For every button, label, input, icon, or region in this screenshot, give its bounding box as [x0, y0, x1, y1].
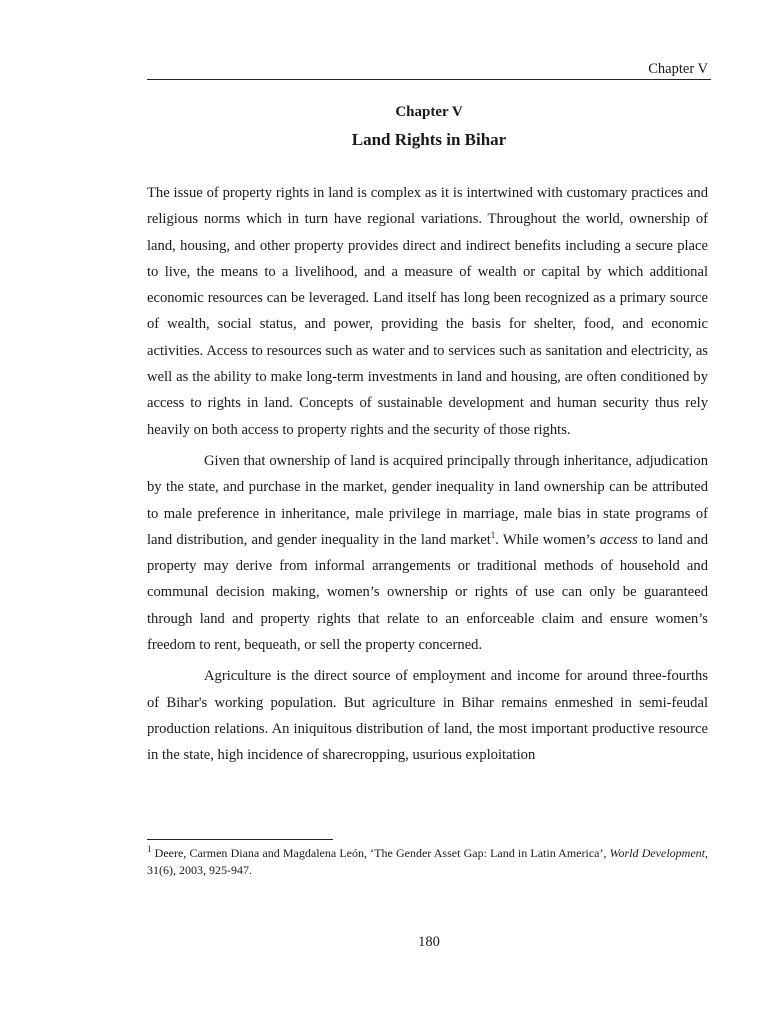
header-rule	[147, 79, 711, 80]
page-number: 180	[418, 934, 440, 950]
body-text	[147, 180, 708, 774]
paragraph-2-part-a: Given that ownership of land is acquired principally through inheritance, adjudication by the state, and purchase in the market, gender inequality in land ownership can be attributed to male preference in inheritance, male privilege in marriage, male bias in state programs of land distribution, and gender inequality in the land market	[147, 452, 708, 548]
running-head: Chapter V	[648, 61, 708, 77]
footnote	[147, 845, 708, 878]
footnote-journal-title: World Development	[609, 846, 705, 860]
paragraph-2-part-b: . While women’s	[495, 531, 600, 548]
paragraph-2-part-c: to land and property may derive from informal arrangements or traditional methods of household and communal decision making, women’s ownership or rights of use can only be guaranteed through land and property rights that relate to an enforceable claim and ensure women’s freedom to rent, bequeath, or sell the property concerned.	[147, 531, 709, 654]
paragraph-1: The issue of property rights in land is complex as it is intertwined with customary practices and religious norms which in turn have regional variations. Throughout the world, ownership of land, housing, and other property provides direct and indirect benefits including a secure place to live, the means to a livelihood, and a measure of wealth or capital by which additional economic resources can be leveraged. Land itself has long been recognized as a primary source of wealth, social status, and power, providing the basis for shelter, food, and economic activities. Access to resources such as water and to services such as sanitation and electricity, as well as the ability to make long-term investments in land and housing, are often conditioned by access to rights in land. Concepts of sustainable development and human security thus rely heavily on both access to property rights and the security of those rights.	[147, 185, 708, 438]
paragraph-2	[147, 448, 708, 658]
footnote-reference[interactable]: 1	[490, 530, 496, 540]
chapter-label: Chapter V	[395, 104, 463, 120]
footnote-marker: 1	[147, 844, 152, 854]
chapter-title: Land Rights in Bihar	[351, 130, 507, 149]
footnote-text-b: , 31(6), 2003, 925-947.	[147, 846, 708, 877]
paragraph-3: Agriculture is the direct source of employment and income for around three-fourths of Bihar's working population. But agriculture in Bihar remains enmeshed in semi-feudal production relations. An iniquitous distribution of land, the most important productive resource in the state, high incidence of sharecropping, usurious exploitation	[147, 668, 708, 764]
footnote-rule	[147, 839, 333, 840]
emphasis-access: access	[599, 531, 638, 548]
footnote-text-a: Deere, Carmen Diana and Magdalena León, ‘The Gender Asset Gap: Land in Latin America’,	[151, 846, 610, 860]
